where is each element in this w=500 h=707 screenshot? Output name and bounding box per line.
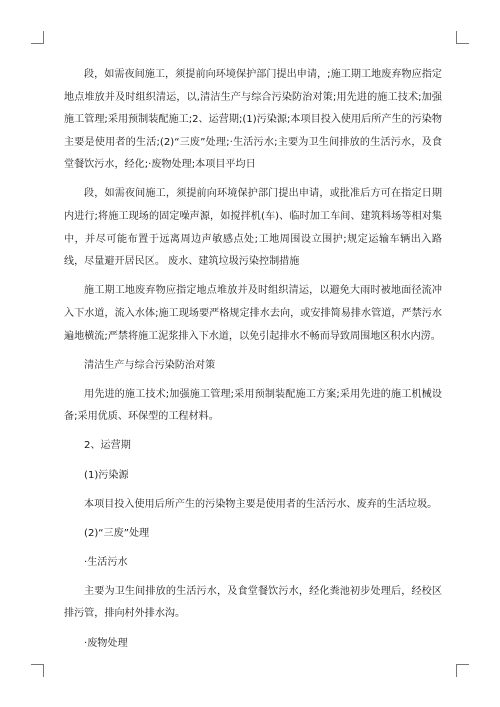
paragraph: 用先进的施工技术;加强施工管理;采用预制装配施工方案;采用先进的施工机械设备;采用优质、环保型的工程材料。 xyxy=(64,388,442,423)
paragraph: 段，如需夜间施工，须提前向环境保护部门提出申请，或批准后方可在指定日期内进行;将施工现场的固定噪声源，如搅拌机(车)、临时加工车间、建筑料场等相对集中，并尽可能布置于远离周边声敏感点处;工地周围设立围护;规定运输车辆出入路线，尽量避开居民区。 废水、建筑垃圾污染控制措施 xyxy=(64,188,442,268)
section-heading: 清洁生产与综合污染防治对策 xyxy=(84,359,216,371)
subsection-heading: (1)污染源 xyxy=(84,469,129,481)
paragraph: 段，如需夜间施工，须提前向环境保护部门提出申请，;施工期工地废弃物应指定地点堆放并及时组织清运，以,清洁生产与综合污染防治对策;用先进的施工技术;加强施工管理;采用预制装配施工;2、运营期;(1)污染源;本项目投入使用后所产生的污染物主要是使用者的生活;(2)“三废”处理;·生活污水;主要为卫生间排放的生活污水，及食堂餐饮污水，经化;·废物处理;本项目平均日 xyxy=(64,69,442,171)
bullet-heading: ·生活污水 xyxy=(84,556,128,568)
paragraph: 主要为卫生间排放的生活污水，及食堂餐饮污水，经化粪池初步处理后，经校区排污管，排向村外排水沟。 xyxy=(64,585,442,620)
paragraph: 本项目投入使用后所产生的污染物主要是使用者的生活污水、废弃的生活垃圾。 xyxy=(84,498,438,510)
section-heading: 2、运营期 xyxy=(84,440,131,452)
subsection-heading: (2)“三废”处理 xyxy=(84,527,150,539)
crop-mark-bottom-right xyxy=(456,664,469,677)
crop-mark-top-left xyxy=(31,31,44,44)
document-body xyxy=(64,64,442,662)
crop-mark-bottom-left xyxy=(31,664,44,677)
crop-mark-top-right xyxy=(456,31,469,44)
paragraph: 施工期工地废弃物应指定地点堆放并及时组织清运，以避免大雨时被地面径流冲入下水道，流入水体;施工现场要严格规定排水去向，或安排简易排水管道，严禁污水遍地横流;严禁将施工泥浆排入下水道，以免引起排水不畅而导致周围地区积水内涝。 xyxy=(64,285,442,342)
bullet-heading: ·废物处理 xyxy=(84,637,128,649)
